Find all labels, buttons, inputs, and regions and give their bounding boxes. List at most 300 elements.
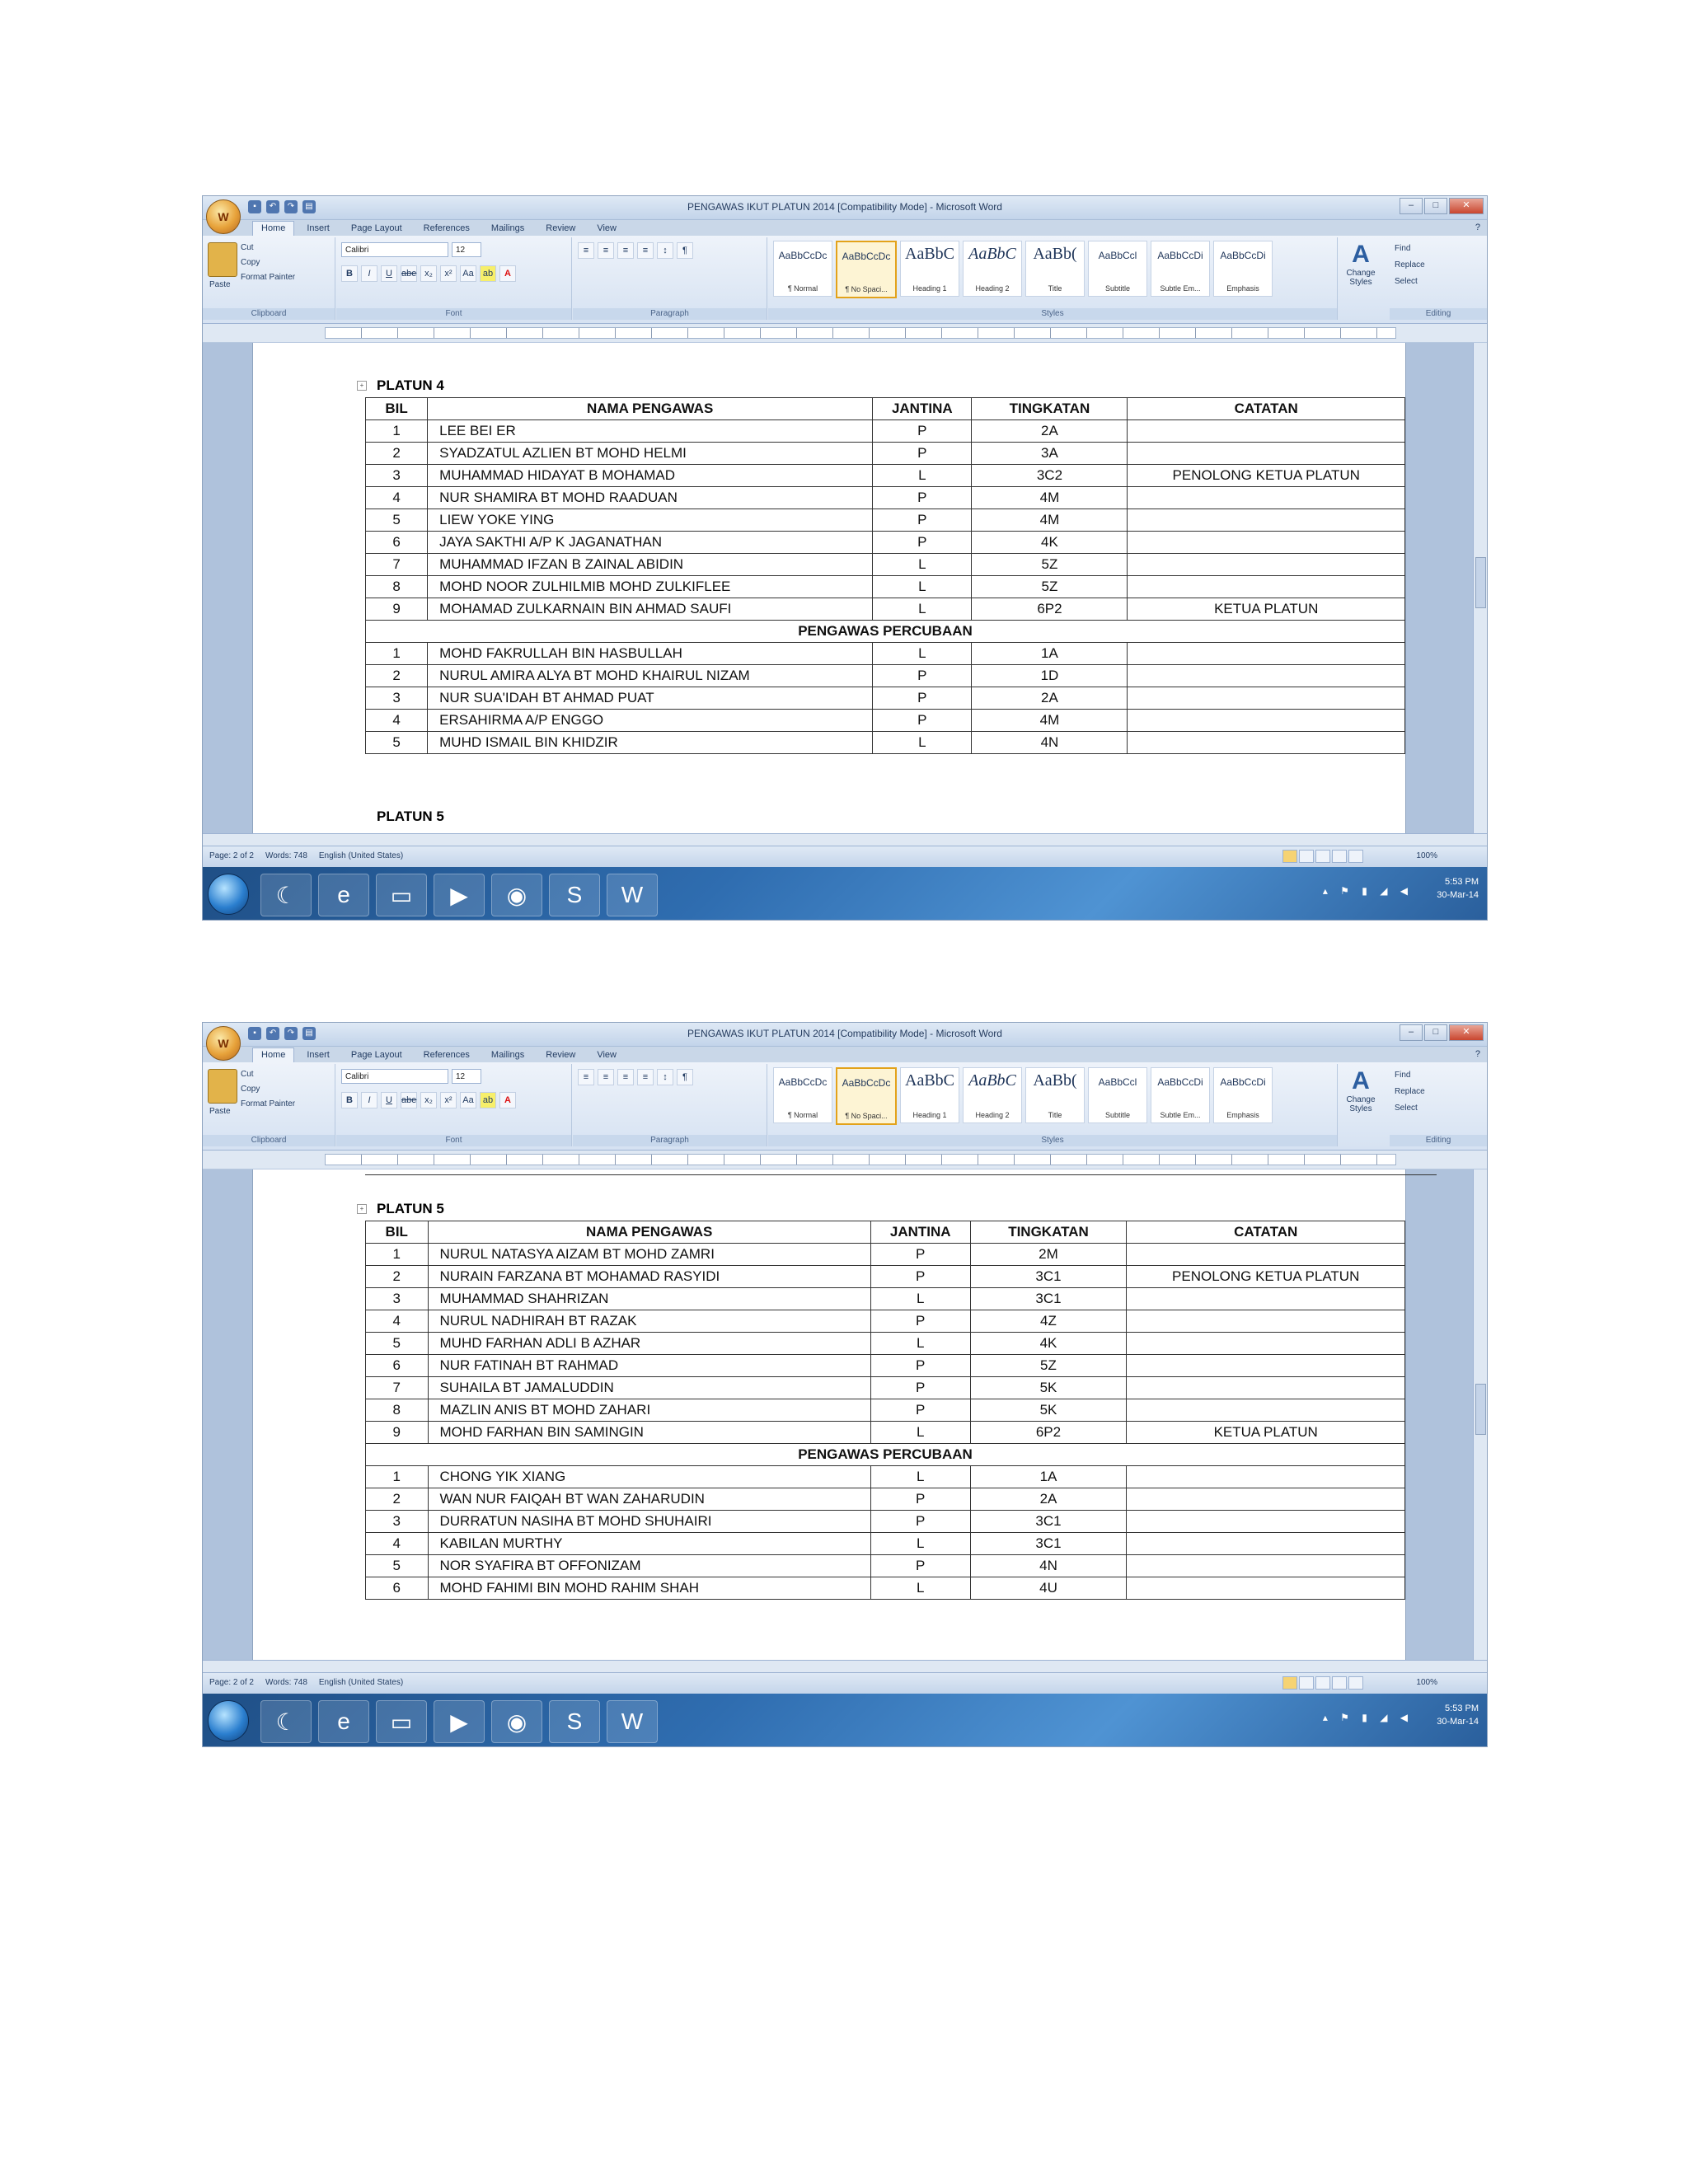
- tray-icons[interactable]: ▴ ⚑ ▮ ◢ ◀: [1322, 885, 1413, 897]
- change-styles-group: [1339, 1064, 1388, 1146]
- vertical-scrollbar[interactable]: [1473, 1169, 1487, 1672]
- tab-mailings[interactable]: Mailings: [490, 1050, 525, 1060]
- align-center-button[interactable]: ≡: [598, 242, 614, 259]
- cell-catatan: [1127, 1488, 1405, 1511]
- title-bar: [203, 1023, 1487, 1050]
- change-case-button[interactable]: Aa: [460, 265, 476, 282]
- save-icon[interactable]: ▪: [248, 1027, 261, 1040]
- previous-table-bottom: [365, 1163, 1437, 1175]
- cell-tingkatan: 3C1: [970, 1511, 1127, 1533]
- style-name: Subtle Em...: [1160, 1111, 1201, 1119]
- cell-bil: 4: [366, 487, 428, 509]
- highlight-button[interactable]: ab: [480, 1092, 496, 1108]
- style-subtitle[interactable]: [1088, 1067, 1147, 1123]
- cell-tingkatan: 4M: [972, 710, 1128, 732]
- cell-tingkatan: 2A: [972, 687, 1128, 710]
- tab-home[interactable]: Home: [252, 221, 294, 236]
- table-row: [366, 687, 1405, 710]
- office-button[interactable]: W: [206, 199, 241, 234]
- table-row: [366, 509, 1405, 532]
- style-sample: AaBbCcDi: [1220, 250, 1266, 261]
- minimize-button[interactable]: –: [1400, 1024, 1423, 1041]
- italic-button[interactable]: I: [361, 1092, 377, 1108]
- show-formatting-button[interactable]: ¶: [677, 242, 693, 259]
- cell-bil: 3: [366, 465, 428, 487]
- cell-nama: MUHAMMAD SHAHRIZAN: [428, 1288, 870, 1310]
- cell-nama: MOHD FAHIMI BIN MOHD RAHIM SHAH: [428, 1577, 870, 1600]
- cell-tingkatan: 3C1: [970, 1266, 1127, 1288]
- style-name: Emphasis: [1226, 284, 1259, 293]
- font-color-button[interactable]: A: [499, 265, 516, 282]
- style-title[interactable]: [1025, 1067, 1085, 1123]
- cell-bil: 9: [366, 1422, 429, 1444]
- table-row: [366, 1511, 1405, 1533]
- cell-catatan: [1127, 1466, 1405, 1488]
- platun-heading: PLATUN 5: [377, 1201, 444, 1216]
- cell-bil: 6: [366, 532, 428, 554]
- print-layout-button[interactable]: [1282, 1676, 1297, 1690]
- cell-tingkatan: 2M: [970, 1244, 1127, 1266]
- scroll-thumb[interactable]: [1475, 557, 1486, 608]
- close-button[interactable]: ✕: [1449, 1024, 1484, 1041]
- style-sample: AaBb(: [1033, 245, 1077, 263]
- internet-explorer-icon[interactable]: e: [318, 874, 369, 916]
- style-sample: AaBbCcDc: [778, 250, 828, 261]
- line-spacing-button[interactable]: ↕: [657, 242, 673, 259]
- title-bar: [203, 196, 1487, 223]
- cell-jantina: L: [870, 1333, 970, 1355]
- window-title: PENGAWAS IKUT PLATUN 2014 [Compatibility Mode] - Microsoft Word: [687, 201, 1002, 213]
- skype-icon[interactable]: S: [549, 1700, 600, 1743]
- help-icon[interactable]: ?: [1475, 223, 1480, 232]
- tab-review[interactable]: Review: [546, 223, 576, 233]
- style-heading-1[interactable]: [900, 1067, 959, 1123]
- style-heading-1[interactable]: [900, 241, 959, 297]
- cell-jantina: P: [870, 1488, 970, 1511]
- status-bar: [203, 846, 1487, 868]
- draft-button[interactable]: [1348, 1676, 1363, 1690]
- chrome-icon[interactable]: ◉: [491, 1700, 542, 1743]
- bold-button[interactable]: B: [341, 1092, 358, 1108]
- web-layout-button[interactable]: [1315, 1676, 1330, 1690]
- next-platun-heading: PLATUN 5: [377, 808, 444, 824]
- style-subtle-em[interactable]: [1151, 241, 1210, 297]
- strikethrough-button[interactable]: abe: [401, 265, 417, 282]
- skype-icon[interactable]: S: [549, 874, 600, 916]
- undo-icon[interactable]: ↶: [266, 1027, 279, 1040]
- table-row: [366, 1288, 1405, 1310]
- cell-nama: MOHD NOOR ZULHILMIB MOHD ZULKIFLEE: [428, 576, 873, 598]
- cell-tingkatan: 1D: [972, 665, 1128, 687]
- taskbar-app-icon[interactable]: ☾: [260, 1700, 312, 1743]
- ribbon: [203, 236, 1487, 324]
- cell-jantina: L: [870, 1422, 970, 1444]
- cell-jantina: L: [873, 465, 972, 487]
- cell-catatan: [1128, 687, 1405, 710]
- font-group: [336, 1064, 572, 1146]
- redo-icon[interactable]: ↷: [284, 200, 298, 213]
- outline-button[interactable]: [1332, 1676, 1347, 1690]
- cell-catatan: [1127, 1577, 1405, 1600]
- table-row: [366, 1355, 1405, 1377]
- paste-icon[interactable]: [208, 242, 237, 277]
- cell-tingkatan: 3C2: [972, 465, 1128, 487]
- underline-button[interactable]: U: [381, 265, 397, 282]
- superscript-button[interactable]: x²: [440, 265, 457, 282]
- tab-page-layout[interactable]: Page Layout: [350, 1050, 402, 1060]
- table-move-handle-icon[interactable]: +: [357, 381, 367, 391]
- language-indicator[interactable]: English (United States): [318, 1678, 404, 1687]
- draft-button[interactable]: [1348, 850, 1363, 863]
- cell-tingkatan: 4N: [972, 732, 1128, 754]
- cell-jantina: P: [870, 1377, 970, 1399]
- style-sample: AaBbCcl: [1098, 1076, 1137, 1088]
- cell-bil: 2: [366, 665, 428, 687]
- clock-date: 30-Mar-14: [1437, 890, 1479, 900]
- cell-tingkatan: 2A: [970, 1488, 1127, 1511]
- replace-button[interactable]: Replace: [1395, 260, 1425, 269]
- table-row: [366, 665, 1405, 687]
- cell-catatan: [1128, 576, 1405, 598]
- justify-button[interactable]: ≡: [637, 1069, 654, 1085]
- undo-icon[interactable]: ↶: [266, 200, 279, 213]
- style-name: Heading 1: [912, 284, 947, 293]
- cell-catatan: [1127, 1288, 1405, 1310]
- cell-jantina: P: [873, 420, 972, 443]
- help-icon[interactable]: ?: [1475, 1049, 1480, 1059]
- cell-nama: MOHAMAD ZULKARNAIN BIN AHMAD SAUFI: [428, 598, 873, 621]
- tab-page-layout[interactable]: Page Layout: [350, 223, 402, 233]
- paste-button[interactable]: Paste: [209, 280, 231, 289]
- style-heading-2[interactable]: [963, 1067, 1022, 1123]
- style-sample: AaBb(: [1033, 1071, 1077, 1090]
- cell-catatan: [1128, 710, 1405, 732]
- select-button[interactable]: Select: [1395, 277, 1418, 286]
- copy-button[interactable]: Copy: [241, 1085, 260, 1094]
- tab-mailings[interactable]: Mailings: [490, 223, 525, 233]
- redo-icon[interactable]: ↷: [284, 1027, 298, 1040]
- cell-bil: 2: [366, 443, 428, 465]
- style-sample: AaBbC: [905, 245, 954, 263]
- font-group: [336, 237, 572, 320]
- styles-gallery: [773, 241, 1273, 298]
- horizontal-scrollbar[interactable]: [203, 833, 1487, 846]
- status-bar: [203, 1672, 1487, 1694]
- section-label: PENGAWAS PERCUBAAN: [366, 621, 1405, 643]
- cell-jantina: L: [873, 643, 972, 665]
- style-subtitle[interactable]: [1088, 241, 1147, 297]
- cut-button[interactable]: Cut: [241, 1070, 254, 1079]
- style-heading-2[interactable]: [963, 241, 1022, 297]
- cell-bil: 2: [366, 1266, 429, 1288]
- style-name: ¶ No Spaci...: [845, 1112, 888, 1120]
- th-jantina: JANTINA: [873, 398, 972, 420]
- print-layout-button[interactable]: [1282, 850, 1297, 863]
- cell-bil: 8: [366, 576, 428, 598]
- clock[interactable]: [1437, 875, 1479, 902]
- table-row: [366, 1488, 1405, 1511]
- styles-group-label: Styles: [768, 308, 1337, 320]
- table-row: [366, 554, 1405, 576]
- table-row: [366, 1533, 1405, 1555]
- cell-tingkatan: 2A: [972, 420, 1128, 443]
- th-bil: BIL: [366, 1221, 429, 1244]
- cell-bil: 4: [366, 1533, 429, 1555]
- find-button[interactable]: Find: [1395, 1071, 1411, 1080]
- cell-tingkatan: 3C1: [970, 1288, 1127, 1310]
- cell-bil: 3: [366, 687, 428, 710]
- format-painter-button[interactable]: Format Painter: [241, 273, 296, 282]
- copy-button[interactable]: Copy: [241, 258, 260, 267]
- full-screen-button[interactable]: [1299, 850, 1314, 863]
- page-count[interactable]: Page: 2 of 2: [209, 851, 254, 860]
- word-count[interactable]: Words: 748: [265, 851, 307, 860]
- table-header-row: [366, 398, 1405, 420]
- style-name: Subtle Em...: [1160, 284, 1201, 293]
- style-normal[interactable]: [773, 1067, 832, 1123]
- close-button[interactable]: ✕: [1449, 198, 1484, 214]
- paragraph-group-label: Paragraph: [573, 1135, 767, 1146]
- vertical-scrollbar[interactable]: [1473, 343, 1487, 846]
- style-name: ¶ No Spaci...: [845, 285, 888, 293]
- strikethrough-button[interactable]: abe: [401, 1092, 417, 1108]
- minimize-button[interactable]: –: [1400, 198, 1423, 214]
- document-page[interactable]: [252, 1169, 1406, 1672]
- cell-nama: MAZLIN ANIS BT MOHD ZAHARI: [428, 1399, 870, 1422]
- cell-catatan: [1128, 554, 1405, 576]
- zoom-level[interactable]: 100%: [1416, 851, 1437, 860]
- cell-catatan: [1127, 1377, 1405, 1399]
- select-button[interactable]: Select: [1395, 1104, 1418, 1113]
- clipboard-group-label: Clipboard: [203, 1135, 335, 1146]
- office-button[interactable]: W: [206, 1026, 241, 1061]
- start-button[interactable]: [208, 1700, 249, 1741]
- style-subtle-em[interactable]: [1151, 1067, 1210, 1123]
- taskbar-app-icon[interactable]: ☾: [260, 874, 312, 916]
- style-emphasis[interactable]: [1213, 241, 1273, 297]
- underline-button[interactable]: U: [381, 1092, 397, 1108]
- font-format-buttons: [341, 1092, 516, 1108]
- cell-catatan: [1128, 532, 1405, 554]
- document-page[interactable]: [252, 343, 1406, 846]
- media-player-icon[interactable]: ▶: [434, 874, 485, 916]
- th-bil: BIL: [366, 398, 428, 420]
- table-row: [366, 576, 1405, 598]
- table-row: [366, 1310, 1405, 1333]
- zoom-level[interactable]: 100%: [1416, 1678, 1437, 1687]
- font-color-button[interactable]: A: [499, 1092, 516, 1108]
- change-case-button[interactable]: Aa: [460, 1092, 476, 1108]
- tab-references[interactable]: References: [423, 1050, 470, 1060]
- cell-nama: LIEW YOKE YING: [428, 509, 873, 532]
- language-indicator[interactable]: English (United States): [318, 851, 404, 860]
- cut-button[interactable]: Cut: [241, 243, 254, 252]
- replace-button[interactable]: Replace: [1395, 1087, 1425, 1096]
- font-size-field[interactable]: 12: [452, 1069, 481, 1084]
- save-icon[interactable]: ▪: [248, 200, 261, 213]
- change-styles-button[interactable]: [1339, 241, 1383, 287]
- cell-tingkatan: 5K: [970, 1399, 1127, 1422]
- maximize-button[interactable]: □: [1424, 1024, 1447, 1041]
- chrome-icon[interactable]: ◉: [491, 874, 542, 916]
- font-format-buttons: [341, 265, 516, 282]
- cell-nama: LEE BEI ER: [428, 420, 873, 443]
- font-size-field[interactable]: 12: [452, 242, 481, 257]
- cell-tingkatan: 6P2: [970, 1422, 1127, 1444]
- cell-jantina: P: [870, 1310, 970, 1333]
- cell-catatan: [1127, 1555, 1405, 1577]
- style-sample: AaBbCcDi: [1157, 1076, 1203, 1088]
- tab-references[interactable]: References: [423, 223, 470, 233]
- internet-explorer-icon[interactable]: e: [318, 1700, 369, 1743]
- word-taskbar-icon[interactable]: W: [607, 1700, 658, 1743]
- print-icon[interactable]: ▤: [302, 1027, 316, 1040]
- ribbon-tabs: [252, 1047, 626, 1062]
- cell-jantina: L: [870, 1288, 970, 1310]
- font-name-field[interactable]: Calibri: [341, 1069, 448, 1084]
- taskbar: [203, 1694, 1487, 1747]
- cell-nama: NURUL NADHIRAH BT RAZAK: [428, 1310, 870, 1333]
- clock[interactable]: [1437, 1702, 1479, 1728]
- th-catatan: CATATAN: [1128, 398, 1405, 420]
- table-row: [366, 643, 1405, 665]
- cell-nama: MOHD FARHAN BIN SAMINGIN: [428, 1422, 870, 1444]
- cell-jantina: P: [873, 487, 972, 509]
- font-name-field[interactable]: Calibri: [341, 242, 448, 257]
- full-screen-button[interactable]: [1299, 1676, 1314, 1690]
- subscript-button[interactable]: x₂: [420, 1092, 437, 1108]
- style-sample: AaBbCcl: [1098, 250, 1137, 261]
- cell-bil: 3: [366, 1288, 429, 1310]
- highlight-button[interactable]: ab: [480, 265, 496, 282]
- cell-nama: MUHAMMAD IFZAN B ZAINAL ABIDIN: [428, 554, 873, 576]
- cell-jantina: P: [870, 1555, 970, 1577]
- paragraph-buttons: [578, 1069, 693, 1085]
- tab-home[interactable]: Home: [252, 1047, 294, 1062]
- cell-catatan: [1127, 1511, 1405, 1533]
- line-spacing-button[interactable]: ↕: [657, 1069, 673, 1085]
- paragraph-group-label: Paragraph: [573, 308, 767, 320]
- table-move-handle-icon[interactable]: +: [357, 1204, 367, 1214]
- style-sample: AaBbC: [968, 245, 1016, 263]
- style-no-spaci[interactable]: [836, 1067, 897, 1125]
- print-icon[interactable]: ▤: [302, 200, 316, 213]
- outline-button[interactable]: [1332, 850, 1347, 863]
- cell-jantina: P: [870, 1399, 970, 1422]
- align-center-button[interactable]: ≡: [598, 1069, 614, 1085]
- cell-tingkatan: 4K: [970, 1333, 1127, 1355]
- cell-jantina: P: [870, 1244, 970, 1266]
- change-styles-icon: A: [1352, 241, 1370, 268]
- style-name: Title: [1048, 284, 1062, 293]
- word-taskbar-icon[interactable]: W: [607, 874, 658, 916]
- horizontal-scrollbar[interactable]: [203, 1660, 1487, 1672]
- subscript-button[interactable]: x₂: [420, 265, 437, 282]
- clipboard-group: [203, 1064, 335, 1146]
- align-left-button[interactable]: ≡: [578, 242, 594, 259]
- paste-icon[interactable]: [208, 1069, 237, 1104]
- cell-catatan: [1128, 487, 1405, 509]
- style-sample: AaBbCcDc: [842, 1077, 891, 1089]
- cell-nama: NUR SUA'IDAH BT AHMAD PUAT: [428, 687, 873, 710]
- ribbon: [203, 1062, 1487, 1151]
- horizontal-ruler[interactable]: [203, 324, 1487, 343]
- cell-nama: NUR SHAMIRA BT MOHD RAADUAN: [428, 487, 873, 509]
- cell-bil: 4: [366, 1310, 429, 1333]
- style-sample: AaBbC: [905, 1071, 954, 1090]
- paste-button[interactable]: Paste: [209, 1107, 231, 1116]
- style-no-spaci[interactable]: [836, 241, 897, 298]
- cell-jantina: P: [873, 532, 972, 554]
- align-right-button[interactable]: ≡: [617, 1069, 634, 1085]
- align-right-button[interactable]: ≡: [617, 242, 634, 259]
- change-styles-button[interactable]: [1339, 1067, 1383, 1113]
- page-count[interactable]: Page: 2 of 2: [209, 1678, 254, 1687]
- folder-icon[interactable]: ▭: [376, 1700, 427, 1743]
- cell-jantina: L: [870, 1533, 970, 1555]
- cell-bil: 5: [366, 1333, 429, 1355]
- scroll-thumb[interactable]: [1475, 1384, 1486, 1435]
- word-count[interactable]: Words: 748: [265, 1678, 307, 1687]
- table-row: [366, 1244, 1405, 1266]
- format-painter-button[interactable]: Format Painter: [241, 1099, 296, 1108]
- cell-catatan: KETUA PLATUN: [1127, 1422, 1405, 1444]
- cell-catatan: [1128, 443, 1405, 465]
- tab-view[interactable]: View: [597, 223, 617, 233]
- start-button[interactable]: [208, 874, 249, 915]
- web-layout-button[interactable]: [1315, 850, 1330, 863]
- cell-jantina: P: [873, 710, 972, 732]
- tab-insert[interactable]: Insert: [307, 1050, 330, 1060]
- cell-tingkatan: 1A: [972, 643, 1128, 665]
- cell-bil: 2: [366, 1488, 429, 1511]
- italic-button[interactable]: I: [361, 265, 377, 282]
- cell-jantina: L: [873, 576, 972, 598]
- tab-view[interactable]: View: [597, 1050, 617, 1060]
- styles-gallery: [773, 1067, 1273, 1125]
- window-controls: [1400, 1024, 1484, 1041]
- change-styles-icon: A: [1352, 1067, 1370, 1094]
- styles-group-label: Styles: [768, 1135, 1337, 1146]
- bold-button[interactable]: B: [341, 265, 358, 282]
- superscript-button[interactable]: x²: [440, 1092, 457, 1108]
- tab-review[interactable]: Review: [546, 1050, 576, 1060]
- tab-insert[interactable]: Insert: [307, 223, 330, 233]
- cell-catatan: [1128, 665, 1405, 687]
- cell-nama: KABILAN MURTHY: [428, 1533, 870, 1555]
- maximize-button[interactable]: □: [1424, 198, 1447, 214]
- media-player-icon[interactable]: ▶: [434, 1700, 485, 1743]
- show-formatting-button[interactable]: ¶: [677, 1069, 693, 1085]
- justify-button[interactable]: ≡: [637, 242, 654, 259]
- cell-nama: SYADZATUL AZLIEN BT MOHD HELMI: [428, 443, 873, 465]
- paragraph-group: [573, 1064, 767, 1146]
- folder-icon[interactable]: ▭: [376, 874, 427, 916]
- style-title[interactable]: [1025, 241, 1085, 297]
- style-emphasis[interactable]: [1213, 1067, 1273, 1123]
- table-row: [366, 710, 1405, 732]
- align-left-button[interactable]: ≡: [578, 1069, 594, 1085]
- cell-catatan: [1127, 1533, 1405, 1555]
- find-button[interactable]: Find: [1395, 244, 1411, 253]
- table-header-row: [366, 1221, 1405, 1244]
- screenshot-platun-5: [202, 1022, 1488, 1747]
- style-normal[interactable]: [773, 241, 832, 297]
- editing-group-label: Editing: [1390, 1135, 1487, 1146]
- editing-group-label: Editing: [1390, 308, 1487, 320]
- tray-icons[interactable]: ▴ ⚑ ▮ ◢ ◀: [1322, 1712, 1413, 1723]
- font-group-label: Font: [336, 1135, 571, 1146]
